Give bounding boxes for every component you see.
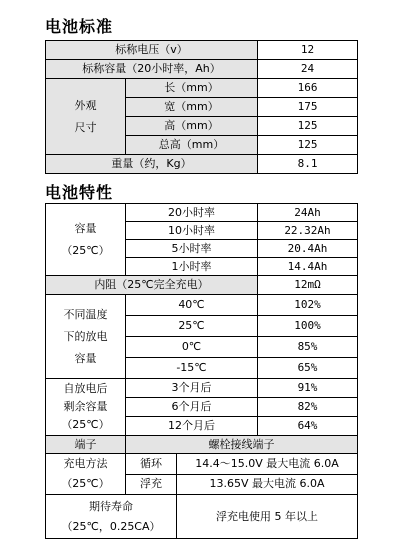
dim-total-height-label: 总高（mm） <box>126 136 258 155</box>
rate-1h-label: 1小时率 <box>126 258 258 276</box>
resistance-label: 内阻（25℃完全充电） <box>46 276 258 295</box>
self-6m-label: 6个月后 <box>126 398 258 417</box>
temp-minus15-label: -15℃ <box>126 358 258 379</box>
dim-width-label: 宽（mm） <box>126 98 258 117</box>
temp-25-value: 100% <box>258 316 358 337</box>
self-group-line2: 剩余容量 <box>63 400 108 413</box>
temp-group-label <box>46 295 126 379</box>
table-row <box>46 41 358 60</box>
temp-group-line1: 不同温度 <box>63 307 108 321</box>
dim-length-label: 长（mm） <box>126 79 258 98</box>
table-row <box>46 60 358 79</box>
standard-table <box>45 40 358 174</box>
standard-title: 电池标准 <box>45 17 114 36</box>
life-label <box>46 495 177 539</box>
table-row <box>46 276 358 295</box>
capacity-group-line1: 容量 <box>74 221 97 235</box>
temp-0-label: 0℃ <box>126 337 258 358</box>
table-row <box>46 204 358 222</box>
temp-25-label: 25℃ <box>126 316 258 337</box>
voltage-label: 标称电压（v） <box>46 41 258 60</box>
table-row <box>46 155 358 174</box>
self-group-line3: （25℃） <box>61 418 110 431</box>
rate-5h-value: 20.4Ah <box>258 240 358 258</box>
voltage-value: 12 <box>258 41 358 60</box>
dim-width-value: 175 <box>258 98 358 117</box>
weight-label: 重量（约，Kg） <box>46 155 258 174</box>
temp-minus15-value: 65% <box>258 358 358 379</box>
characteristics-table <box>45 203 358 539</box>
self-12m-value: 64% <box>258 417 358 436</box>
temp-0-value: 85% <box>258 337 358 358</box>
table-row <box>46 295 358 316</box>
temp-group-line2: 下的放电 <box>63 329 108 343</box>
charge-group-line1: 充电方法 <box>63 457 108 470</box>
capacity-group-line2: （25℃） <box>61 243 110 257</box>
capacity-label: 标称容量（20小时率，Ah） <box>46 60 258 79</box>
rate-20h-label: 20小时率 <box>126 204 258 222</box>
self-group-line1: 自放电后 <box>63 382 108 395</box>
weight-value: 8.1 <box>258 155 358 174</box>
charge-cycle-label: 循环 <box>126 454 177 475</box>
life-label-line1: 期待寿命 <box>89 499 133 513</box>
self-group-label <box>46 379 126 436</box>
dim-length-value: 166 <box>258 79 358 98</box>
capacity-group-label <box>46 204 126 276</box>
charge-float-label: 浮充 <box>126 474 177 495</box>
table-row <box>46 379 358 398</box>
terminal-value: 螺栓接线端子 <box>126 436 358 454</box>
self-12m-label: 12个月后 <box>126 417 258 436</box>
rate-20h-value: 24Ah <box>258 204 358 222</box>
self-3m-value: 91% <box>258 379 358 398</box>
table-row <box>46 436 358 454</box>
dim-height-value: 125 <box>258 117 358 136</box>
life-value: 浮充电使用 5 年以上 <box>177 495 358 539</box>
charge-group-label <box>46 454 126 495</box>
temp-40-value: 102% <box>258 295 358 316</box>
charge-float-value: 13.65V 最大电流 6.0A <box>177 474 358 495</box>
life-label-line2: （25℃，0.25CA） <box>61 519 161 533</box>
dim-height-label: 高（mm） <box>126 117 258 136</box>
dims-label <box>46 79 126 155</box>
self-6m-value: 82% <box>258 398 358 417</box>
rate-1h-value: 14.4Ah <box>258 258 358 276</box>
dim-total-height-value: 125 <box>258 136 358 155</box>
temp-40-label: 40℃ <box>126 295 258 316</box>
rate-10h-label: 10小时率 <box>126 222 258 240</box>
rate-5h-label: 5小时率 <box>126 240 258 258</box>
characteristics-title: 电池特性 <box>45 183 114 202</box>
charge-cycle-value: 14.4～15.0V 最大电流 6.0A <box>177 454 358 475</box>
capacity-value: 24 <box>258 60 358 79</box>
resistance-value: 12mΩ <box>258 276 358 295</box>
terminal-label: 端子 <box>46 436 126 454</box>
table-row <box>46 454 358 475</box>
self-3m-label: 3个月后 <box>126 379 258 398</box>
charge-group-line2: （25℃） <box>61 477 110 490</box>
dims-label-line1: 外观 <box>74 98 97 112</box>
table-row <box>46 495 358 539</box>
dims-label-line2: 尺寸 <box>74 120 97 134</box>
temp-group-line3: 容量 <box>74 351 97 365</box>
rate-10h-value: 22.32Ah <box>258 222 358 240</box>
table-row <box>46 79 358 98</box>
